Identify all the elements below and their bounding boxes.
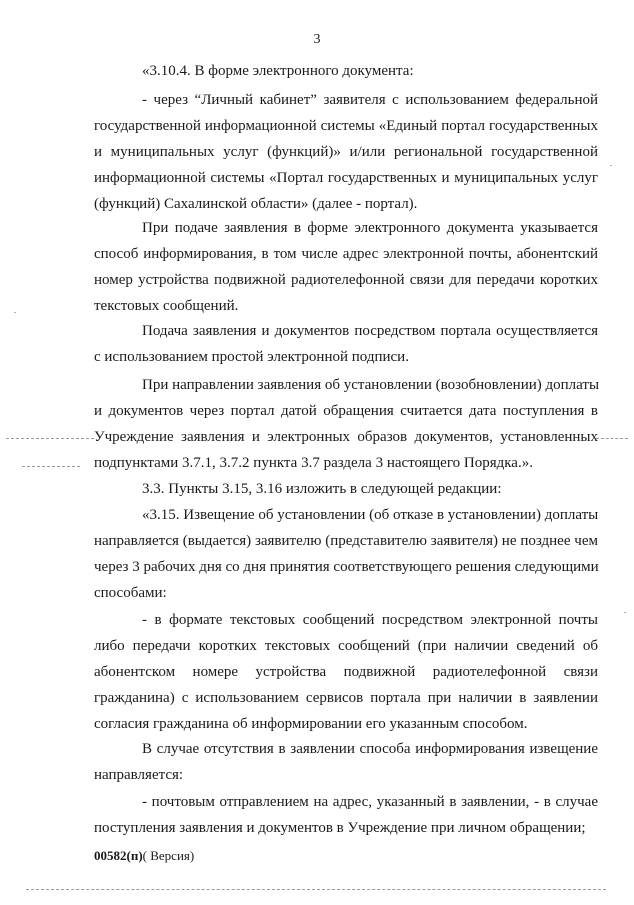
text-line: Учреждение заявления и электронных образов документов, установленных (94, 428, 598, 445)
text-line: текстовых сообщений. (94, 297, 239, 314)
text-line: через 3 рабочих дня со дня принятия соответствующего решения следующими (94, 558, 599, 575)
text-line: Подача заявления и документов посредством портала осуществляется (142, 323, 598, 339)
text-line: способами: (94, 584, 167, 601)
text-line: «3.15. Извещение об установлении (об отказе в установлении) доплаты (142, 507, 599, 523)
document-footer (94, 848, 194, 864)
text-line: поступления заявления и документов в Учреждение при личном обращении; (94, 819, 586, 836)
text-line: подпунктами 3.7.1, 3.7.2 пункта 3.7 раздела 3 настоящего Порядка.». (94, 454, 533, 471)
paragraph-application-date (94, 373, 598, 477)
text-line: направляется (выдается) заявителю (представителю заявителя) не позднее чем (94, 532, 598, 549)
text-line: с использованием простой электронной подписи. (94, 348, 409, 365)
text-line: 3.3. Пункты 3.15, 3.16 изложить в следующей редакции: (142, 481, 502, 497)
paragraph-electronic-signature (94, 319, 598, 371)
paragraph-postal (94, 790, 598, 842)
text-line: и муниципальных услуг (функций)» и/или региональной государственной (94, 143, 598, 160)
scan-speck (14, 312, 16, 313)
text-line: гражданина) с использованием сервисов портала при наличии в заявлении (94, 689, 598, 706)
document-version: ( Версия) (142, 848, 195, 863)
text-line: информационной системы «Портал государственных и муниципальных услуг (94, 169, 598, 186)
paragraph-heading-3-10-4 (94, 59, 598, 85)
text-line: - через “Личный кабинет” заявителя с использованием федеральной (142, 92, 598, 108)
document-code: 00582(п) (94, 848, 143, 863)
paragraph-no-method (94, 737, 598, 789)
text-line: номер устройства подвижной радиотелефонной связи для передачи коротких (94, 271, 598, 288)
text-line: и документов через портал датой обращения считается дата поступления в (94, 402, 598, 419)
text-line: - почтовым отправлением на адрес, указанный в заявлении, - в случае (142, 794, 598, 810)
scan-dashed-line (26, 889, 606, 890)
text-line: согласия гражданина об информировании его указанным способом. (94, 715, 528, 732)
text-line: «3.10.4. В форме электронного документа: (142, 63, 414, 79)
scan-speck (610, 165, 612, 166)
page-number: 3 (313, 32, 321, 47)
text-line: В случае отсутствия в заявлении способа информирования извещение (142, 741, 598, 757)
scan-dashed-line (596, 438, 628, 439)
scan-dashed-line (22, 466, 80, 467)
text-line: либо передачи коротких текстовых сообщений (при наличии сведений об (94, 637, 598, 654)
text-line: При подаче заявления в форме электронного документа указывается (142, 220, 598, 236)
paragraph-informing-method (94, 216, 598, 320)
scan-dashed-line (6, 438, 94, 439)
paragraph-personal-cabinet (94, 88, 598, 218)
text-line: абонентском номере устройства подвижной радиотелефонной связи (94, 663, 598, 680)
text-line: - в формате текстовых сообщений посредством электронной почты (142, 612, 598, 628)
text-line: направляется: (94, 766, 184, 783)
scan-speck (624, 612, 626, 613)
text-line: способ информирования, в том числе адрес электронной почты, абонентский (94, 245, 598, 262)
text-line: (функций) Сахалинской области» (далее - портал). (94, 195, 418, 212)
paragraph-3-3 (94, 477, 598, 503)
text-line: государственной информационной системы «Единый портал государственных (94, 117, 598, 134)
paragraph-text-messages (94, 608, 598, 738)
text-line: При направлении заявления об установлении (возобновлении) доплаты (142, 377, 600, 393)
paragraph-3-15 (94, 503, 598, 607)
